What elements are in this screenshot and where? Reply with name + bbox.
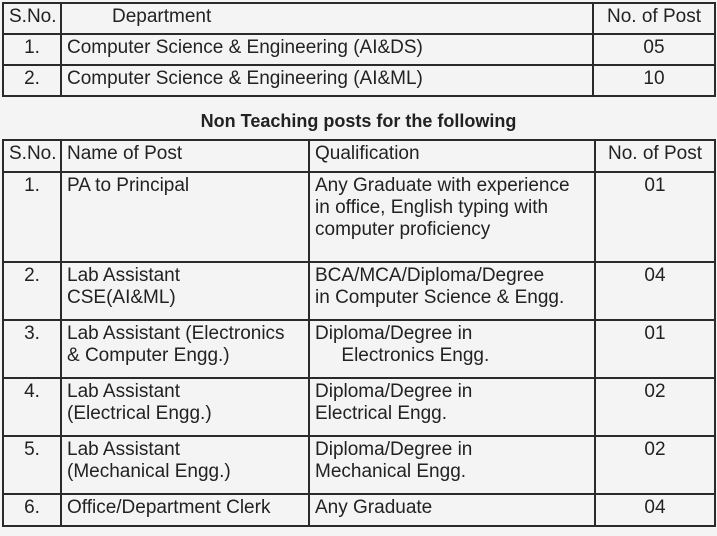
cell-posts: 04	[595, 494, 715, 526]
table-row	[3, 34, 715, 65]
cell-post-name: Lab Assistant (Mechanical Engg.)	[61, 436, 309, 494]
table-row	[3, 262, 715, 320]
department-table	[2, 2, 716, 97]
cell-sno: 5.	[3, 436, 61, 494]
header-sno: S.No.	[3, 140, 61, 172]
table-row	[3, 378, 715, 436]
table-row	[3, 65, 715, 96]
cell-sno: 2.	[3, 65, 61, 96]
cell-posts: 02	[595, 436, 715, 494]
cell-post-name: Lab Assistant CSE(AI&ML)	[61, 262, 309, 320]
cell-sno: 3.	[3, 320, 61, 378]
cell-qualification: Diploma/Degree in Mechanical Engg.	[309, 436, 595, 494]
cell-posts: 10	[593, 65, 715, 96]
cell-qualification: Diploma/Degree in Electrical Engg.	[309, 378, 595, 436]
table-row	[3, 320, 715, 378]
table-header-row	[3, 140, 715, 172]
section-title: Non Teaching posts for the following	[200, 111, 517, 131]
table-header-row	[3, 3, 715, 34]
cell-department: Computer Science & Engineering (AI&ML)	[61, 65, 593, 96]
cell-qualification: Any Graduate	[309, 494, 595, 526]
cell-posts: 01	[595, 320, 715, 378]
cell-post-name: PA to Principal	[61, 172, 309, 262]
non-teaching-posts-table	[2, 139, 716, 527]
cell-post-name: Lab Assistant (Electronics & Computer Engg.)	[61, 320, 309, 378]
cell-qualification: BCA/MCA/Diploma/Degree in Computer Science & Engg.	[309, 262, 595, 320]
header-qualification: Qualification	[309, 140, 595, 172]
cell-posts: 01	[595, 172, 715, 262]
header-name-of-post: Name of Post	[61, 140, 309, 172]
cell-sno: 6.	[3, 494, 61, 526]
cell-sno: 4.	[3, 378, 61, 436]
cell-posts: 05	[593, 34, 715, 65]
cell-post-name: Office/Department Clerk	[61, 494, 309, 526]
header-no-of-post: No. of Post	[593, 3, 715, 34]
cell-department: Computer Science & Engineering (AI&DS)	[61, 34, 593, 65]
cell-qualification: Diploma/Degree in Electronics Engg.	[309, 320, 595, 378]
header-no-of-post: No. of Post	[595, 140, 715, 172]
cell-sno: 1.	[3, 34, 61, 65]
cell-qualification: Any Graduate with experience in office, English typing with computer proficiency	[309, 172, 595, 262]
table-row	[3, 436, 715, 494]
table-row	[3, 172, 715, 262]
cell-posts: 04	[595, 262, 715, 320]
cell-post-name: Lab Assistant (Electrical Engg.)	[61, 378, 309, 436]
cell-sno: 1.	[3, 172, 61, 262]
table-row	[3, 494, 715, 526]
cell-posts: 02	[595, 378, 715, 436]
header-department: Department	[61, 3, 593, 34]
cell-sno: 2.	[3, 262, 61, 320]
header-sno: S.No.	[3, 3, 61, 34]
